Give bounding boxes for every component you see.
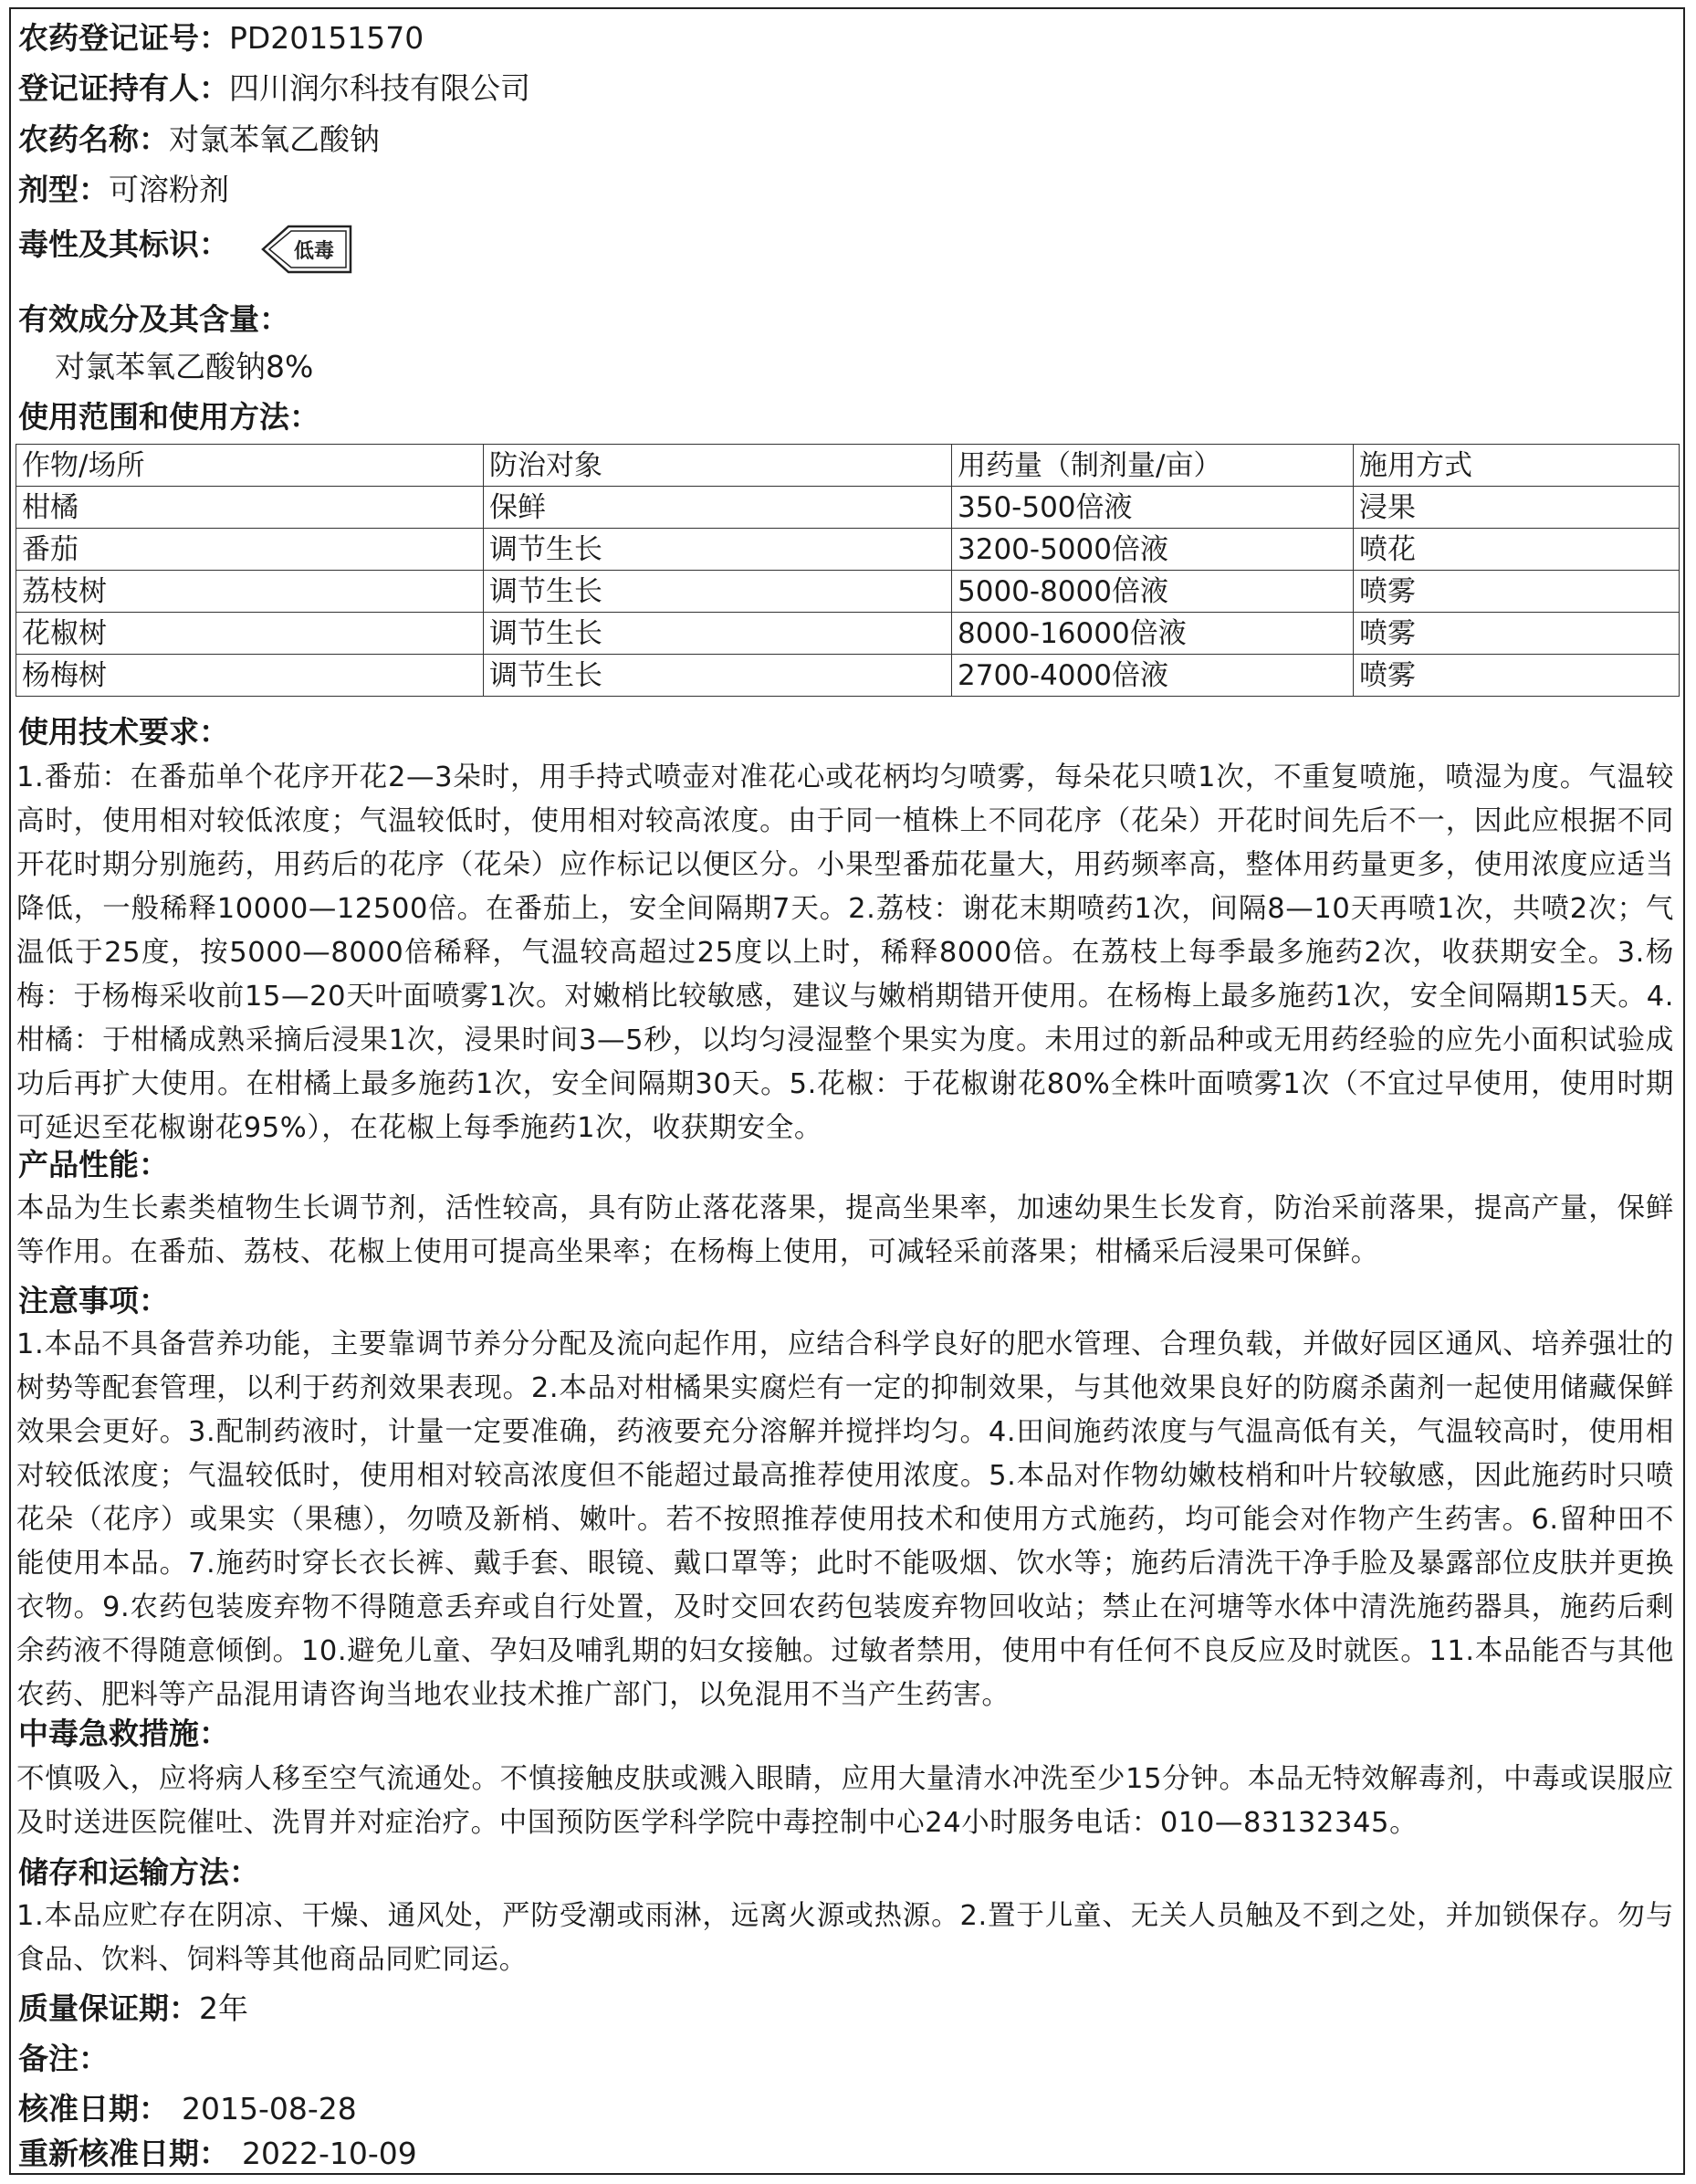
tech-requirements-text: 1.番茄：在番茄单个花序开花2—3朵时，用手持式喷壶对准花心或花柄均匀喷雾，每朵花只喷1次，不重复喷施，喷湿为度。气温较高时，使用相对较低浓度；气温较低时，使用相对较高浓度。由于同一植株上不同花序（花朵）开花时间先后不一，因此应根据不同开花时期分别施药，用药后的花序（花朵）应作标记以便区分。小果型番茄花量大，用药频率高，整体用药量更多，使用浓度应适当降低，一般稀释10000—12500倍。在番茄上，安全间隔期7天。2.荔枝：谢花末期喷药1次，间隔8—10天再喷1次，共喷2次；气温低于25度，按5000—8000倍稀释，气温较高超过25度以上时，稀释8000倍。在荔枝上每季最多施药2次，收获期安全。3.杨梅：于杨梅采收前15—20天叶面喷雾1次。对嫩梢比较敏感，建议与嫩梢期错开使用。在杨梅上最多施药1次，安全间隔期15天。4.柑橘：于柑橘成熟采摘后浸果1次，浸果时间3—5秒，以均匀浸湿整个果实为度。未用过的新品种或无用药经验的应先小面积试验成功后再扩大使用。在柑橘上最多施药1次，安全间隔期30天。5.花椒：于花椒谢花80%全株叶面喷雾1次（不宜过早使用，使用时期可延迟至花椒谢花95%），在花椒上每季施药1次，收获期安全。: [16, 761, 1674, 1144]
first-aid-text: 不慎吸入，应将病人移至空气流通处。不慎接触皮肤或溅入眼睛，应用大量清水冲洗至少15分钟。本品无特效解毒剂，中毒或误服应及时送进医院催吐、洗胃并对症治疗。中国预防医学科学院中毒控制中心24小时服务电话：010—83132345。: [16, 1763, 1674, 1839]
usage-column-header: 防治对象: [484, 445, 952, 487]
performance-text: 本品为生长素类植物生长调节剂，活性较高，具有防止落花落果，提高坐果率，加速幼果生长发育，防治采前落果，提高产量，保鲜等作用。在番茄、荔枝、花椒上使用可提高坐果率；在杨梅上使用，可减轻采前落果；柑橘采后浸果可保鲜。: [16, 1192, 1674, 1268]
cautions-heading: 注意事项：: [18, 1283, 169, 1318]
usage-cell-target: 调节生长: [484, 655, 952, 697]
toxicity-label: 毒性及其标识：: [18, 226, 229, 262]
storage-heading: 储存和运输方法：: [18, 1854, 259, 1890]
reapproval-date-label: 重新核准日期：: [18, 2136, 229, 2171]
usage-cell-crop: 花椒树: [16, 613, 484, 655]
formulation-row: [18, 172, 229, 208]
usage-cell-crop: 柑橘: [16, 487, 484, 529]
approval-date-row: [18, 2091, 357, 2127]
usage-cell-crop: 杨梅树: [16, 655, 484, 697]
remarks-row: [18, 2041, 109, 2077]
ingredients-value: 对氯苯氧乙酸钠8%: [55, 349, 314, 384]
low-toxicity-diamond-icon: [257, 221, 358, 278]
formulation-value: 可溶粉剂: [109, 172, 229, 207]
formulation-label: 剂型：: [18, 172, 109, 207]
storage-text: 1.本品应贮存在阴凉、干燥、通风处，严防受潮或雨淋，远离火源或热源。2.置于儿童、无关人员触及不到之处，并加锁保存。勿与食品、饮料、饲料等其他商品同贮同运。: [16, 1900, 1674, 1976]
holder-label: 登记证持有人：: [18, 70, 229, 106]
usage-cell-target: 保鲜: [484, 487, 952, 529]
table-row: [16, 613, 1680, 655]
usage-column-header: 施用方式: [1354, 445, 1680, 487]
registration-number-value: PD20151570: [229, 20, 424, 56]
registration-number-label: 农药登记证号：: [18, 20, 229, 56]
usage-cell-method: 喷雾: [1354, 571, 1680, 613]
table-row: [16, 655, 1680, 697]
usage-cell-crop: 荔枝树: [16, 571, 484, 613]
table-row: [16, 529, 1680, 571]
usage-cell-method: 浸果: [1354, 487, 1680, 529]
first-aid-heading: 中毒急救措施：: [18, 1716, 229, 1751]
table-row: [16, 571, 1680, 613]
usage-cell-dosage: 8000-16000倍液: [952, 613, 1354, 655]
usage-cell-target: 调节生长: [484, 571, 952, 613]
tech-requirements-heading: 使用技术要求：: [18, 714, 229, 750]
usage-cell-dosage: 5000-8000倍液: [952, 571, 1354, 613]
performance-heading: 产品性能：: [18, 1147, 169, 1182]
pesticide-name-row: [18, 121, 380, 158]
usage-heading: 使用范围和使用方法：: [18, 399, 319, 435]
approval-date-value: 2015-08-28: [182, 2091, 357, 2126]
cautions-text: 1.本品不具备营养功能，主要靠调节养分分配及流向起作用，应结合科学良好的肥水管理、合理负载，并做好园区通风、培养强壮的树势等配套管理，以利于药剂效果表现。2.本品对柑橘果实腐烂有一定的抑制效果，与其他效果良好的防腐杀菌剂一起使用储藏保鲜效果会更好。3.配制药液时，计量一定要准确，药液要充分溶解并搅拌均匀。4.田间施药浓度与气温高低有关，气温较高时，使用相对较低浓度；气温较低时，使用相对较高浓度但不能超过最高推荐使用浓度。5.本品对作物幼嫩枝梢和叶片较敏感，因此施药时只喷花朵（花序）或果实（果穗），勿喷及新梢、嫩叶。若不按照推荐使用技术和使用方式施药，均可能会对作物产生药害。6.留种田不能使用本品。7.施药时穿长衣长裤、戴手套、眼镜、戴口罩等；此时不能吸烟、饮水等；施药后清洗干净手脸及暴露部位皮肤并更换衣物。9.农药包装废弃物不得随意丢弃或自行处置，及时交回农药包装废弃物回收站；禁止在河塘等水体中清洗施药器具，施药后剩余药液不得随意倾倒。10.避免儿童、孕妇及哺乳期的妇女接触。过敏者禁用，使用中有任何不良反应及时就医。11.本品能否与其他农药、肥料等产品混用请咨询当地农业技术推广部门，以免混用不当产生药害。: [16, 1328, 1674, 1711]
reapproval-date-value: 2022-10-09: [242, 2136, 417, 2171]
warranty-row: [18, 1990, 248, 2027]
registration-number-row: [18, 20, 424, 57]
usage-column-header: 用药量（制剂量/亩）: [952, 445, 1354, 487]
table-row: [16, 487, 1680, 529]
ingredients-heading: 有效成分及其含量：: [18, 301, 289, 337]
usage-cell-method: 喷雾: [1354, 655, 1680, 697]
usage-cell-method: 喷花: [1354, 529, 1680, 571]
remarks-label: 备注：: [18, 2041, 109, 2076]
usage-cell-dosage: 3200-5000倍液: [952, 529, 1354, 571]
usage-cell-dosage: 350-500倍液: [952, 487, 1354, 529]
usage-table: [16, 444, 1680, 697]
holder-value: 四川润尔科技有限公司: [229, 70, 530, 106]
usage-cell-crop: 番茄: [16, 529, 484, 571]
toxicity-row: [18, 226, 229, 263]
usage-cell-target: 调节生长: [484, 613, 952, 655]
warranty-value: 2年: [199, 1990, 248, 2026]
usage-cell-target: 调节生长: [484, 529, 952, 571]
reapproval-date-row: [18, 2136, 417, 2172]
usage-table-header-row: [16, 445, 1680, 487]
toxicity-badge-text: 低毒: [293, 239, 335, 263]
pesticide-name-value: 对氯苯氧乙酸钠: [169, 121, 380, 157]
certificate-frame: [9, 7, 1685, 2175]
holder-row: [18, 70, 530, 107]
usage-column-header: 作物/场所: [16, 445, 484, 487]
warranty-label: 质量保证期：: [18, 1990, 199, 2026]
pesticide-name-label: 农药名称：: [18, 121, 169, 157]
approval-date-label: 核准日期：: [18, 2091, 169, 2126]
usage-cell-method: 喷雾: [1354, 613, 1680, 655]
usage-cell-dosage: 2700-4000倍液: [952, 655, 1354, 697]
